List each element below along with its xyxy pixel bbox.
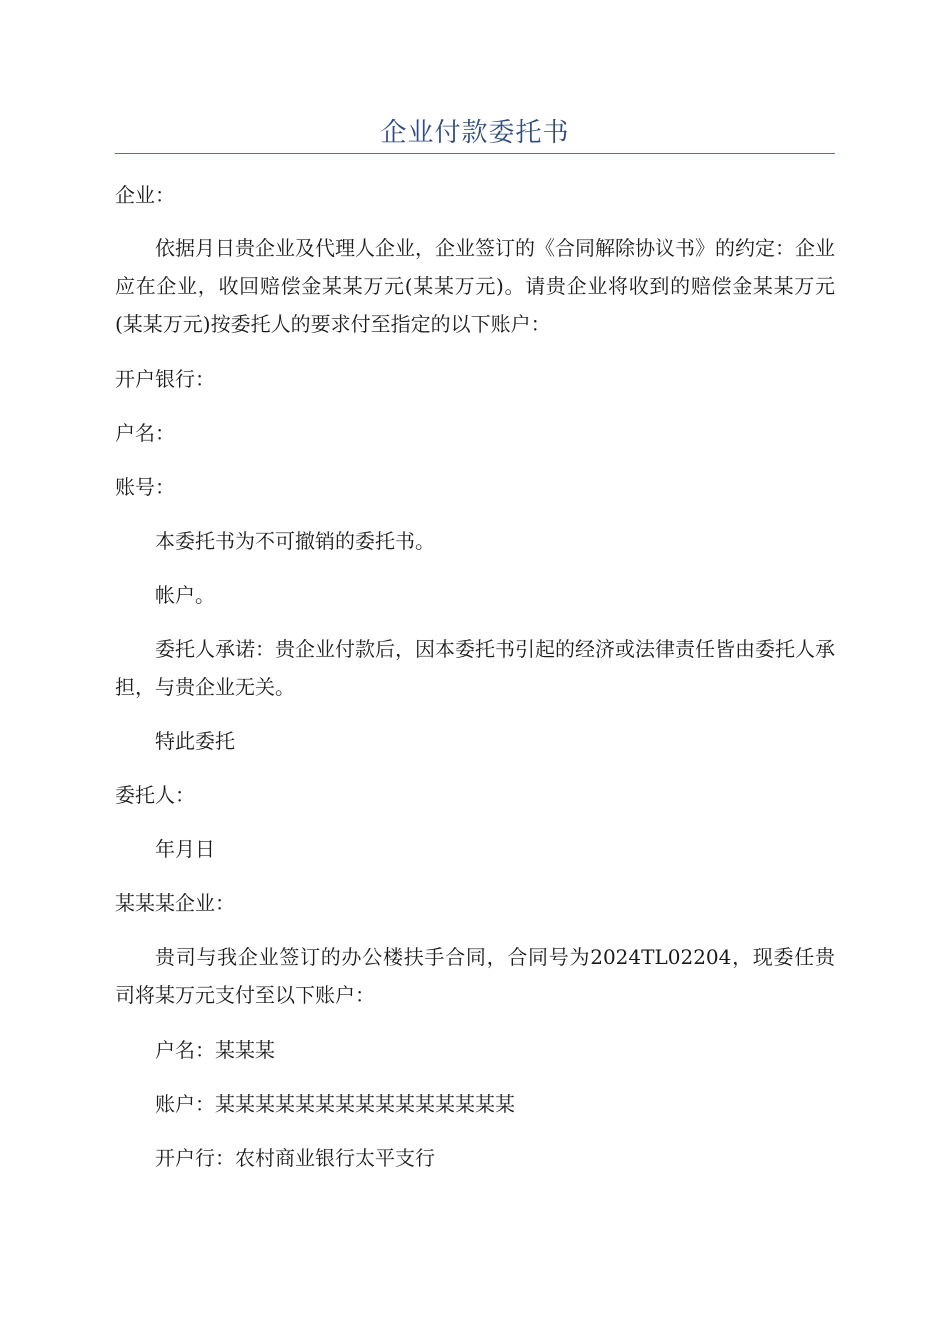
title-underline xyxy=(115,153,835,154)
account-name-label: 户名： xyxy=(115,421,175,445)
second-salutation: 某某某企业： xyxy=(115,891,235,915)
closing-statement: 特此委托 xyxy=(155,729,235,753)
bank-field-label: 开户银行： xyxy=(115,367,215,391)
body-paragraph: 依据月日贵企业及代理人企业，企业签订的《合同解除协议书》的约定：企业应在企业，收回赔偿金某某万元(某某万元)。请贵企业将收到的赔偿金某某万元(某某万元)按委托人的要求付至指定的以下账户： xyxy=(115,236,835,336)
document-title: 企业付款委托书 xyxy=(380,118,570,148)
payee-name: 户名：某某某 xyxy=(155,1038,275,1062)
commitment-paragraph: 委托人承诺：贵企业付款后，因本委托书引起的经济或法律责任皆由委托人承担，与贵企业无关。 xyxy=(115,637,835,699)
account-note: 帐户。 xyxy=(155,583,215,607)
account-number-label: 账号： xyxy=(115,475,175,499)
irrevocable-statement: 本委托书为不可撤销的委托书。 xyxy=(155,529,435,553)
payee-account: 账户：某某某某某某某某某某某某某某某 xyxy=(155,1092,515,1116)
date-line: 年月日 xyxy=(155,837,215,861)
payee-bank: 开户行：农村商业银行太平支行 xyxy=(155,1146,435,1170)
contract-paragraph: 贵司与我企业签订的办公楼扶手合同，合同号为2024TL02204，现委任贵司将某万元支付至以下账户： xyxy=(115,945,835,1007)
principal-label: 委托人： xyxy=(115,783,195,807)
salutation: 企业： xyxy=(115,183,175,207)
